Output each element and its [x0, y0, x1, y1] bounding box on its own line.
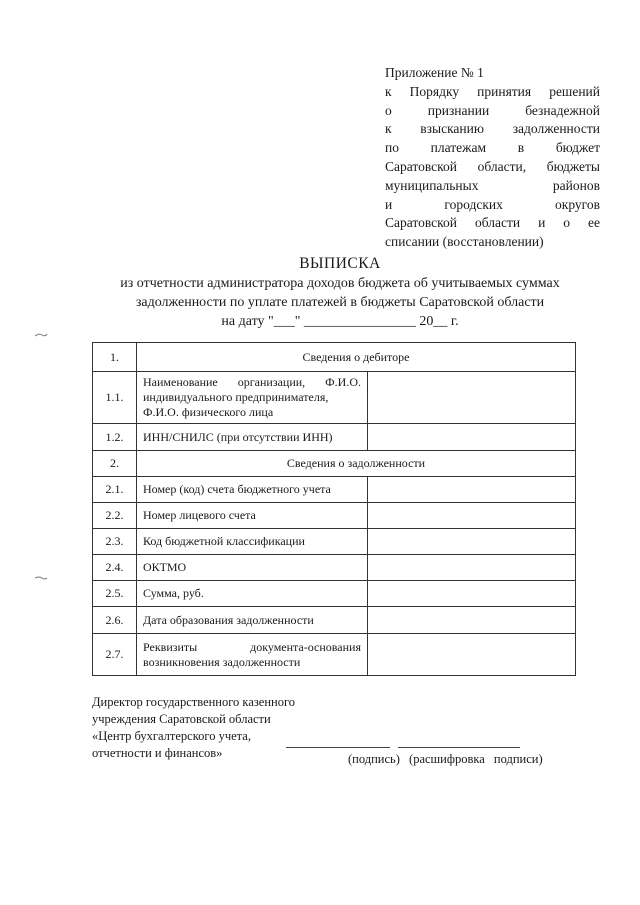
table-row [93, 343, 576, 372]
table-row [93, 555, 576, 581]
signature-label: (подпись) [348, 752, 400, 766]
table-row [93, 529, 576, 555]
row-value [368, 477, 576, 503]
row-value [368, 424, 576, 451]
appendix-line: к Порядку принятия решений [385, 83, 600, 99]
row-label: Сумма, руб. [137, 581, 368, 607]
appendix-line: и городских округов [385, 196, 600, 212]
row-value [368, 372, 576, 424]
row-value [368, 529, 576, 555]
signature-line [286, 747, 390, 748]
row-label [137, 634, 368, 676]
row-number: 1. [93, 343, 137, 372]
row-value [368, 581, 576, 607]
scan-margin-mark-icon [34, 332, 48, 338]
row-number: 2.6. [93, 607, 137, 634]
row-number: 2.7. [93, 634, 137, 676]
row-value [368, 555, 576, 581]
row-label: ОКТМО [137, 555, 368, 581]
row-number: 2.4. [93, 555, 137, 581]
table-row [93, 424, 576, 451]
table-row [93, 581, 576, 607]
appendix-line: муниципальных районов [385, 177, 600, 193]
appendix-line: о признании безнадежной [385, 102, 600, 118]
table-row [93, 451, 576, 477]
appendix-line: списании (восстановлении) [385, 234, 544, 250]
signatory-block [92, 694, 352, 762]
table-row [93, 634, 576, 676]
signatory-line: отчетности и финансов» [92, 746, 223, 760]
row-number: 2.5. [93, 581, 137, 607]
row-number: 1.2. [93, 424, 137, 451]
row-number: 2.3. [93, 529, 137, 555]
table-row [93, 607, 576, 634]
document-title: ВЫПИСКА [299, 255, 381, 272]
table-row [93, 477, 576, 503]
row-label: Номер лицевого счета [137, 503, 368, 529]
row-value [368, 607, 576, 634]
table-row [93, 372, 576, 424]
row-value [368, 503, 576, 529]
document-date-line: на дату "___" ________________ 20__ г. [221, 314, 459, 329]
row-label: Номер (код) счета бюджетного учета [137, 477, 368, 503]
signatory-line: «Центр бухгалтерского учета, [92, 729, 251, 743]
row-number: 1.1. [93, 372, 137, 424]
section-heading: Сведения о дебиторе [137, 343, 576, 372]
appendix-header [385, 64, 600, 252]
appendix-line: Саратовской области и о ее [385, 215, 600, 231]
section-heading: Сведения о задолженности [137, 451, 576, 477]
row-label: Код бюджетной классификации [137, 529, 368, 555]
row-label [137, 372, 368, 424]
signature-caption [348, 752, 543, 767]
signature-decode-label: (расшифровка подписи) [409, 752, 543, 766]
row-number: 2.1. [93, 477, 137, 503]
appendix-line: Приложение № 1 [385, 65, 484, 80]
row-label: Дата образования задолженности [137, 607, 368, 634]
row-label-part: возникновения задолженности [143, 654, 301, 669]
row-number: 2.2. [93, 503, 137, 529]
scan-margin-mark-icon [34, 575, 48, 581]
document-title-block [60, 254, 620, 331]
signatory-line: учреждения Саратовской области [92, 712, 271, 726]
signature-decode-line [398, 747, 520, 748]
debtor-info-table [92, 342, 576, 676]
row-label-part: Ф.И.О. физического лица [143, 405, 274, 419]
row-value [368, 634, 576, 676]
appendix-line: к взысканию задолженности [385, 121, 600, 137]
row-label-part: Реквизиты документа-основания [143, 639, 361, 654]
row-label-part: Наименование организации, Ф.И.О. [143, 375, 361, 389]
row-label-part: индивидуального предпринимателя, [143, 390, 329, 404]
appendix-line: по платежам в бюджет [385, 140, 600, 156]
document-subtitle-line2: задолженности по уплате платежей в бюджеты Саратовской области [135, 295, 545, 310]
document-subtitle-line1: из отчетности администратора доходов бюджета об учитываемых суммах [120, 276, 560, 291]
signatory-line: Директор государственного казенного [92, 695, 296, 709]
row-number: 2. [93, 451, 137, 477]
row-label: ИНН/СНИЛС (при отсутствии ИНН) [137, 424, 368, 451]
table-row [93, 503, 576, 529]
appendix-line: Саратовской области, бюджеты [385, 158, 600, 174]
